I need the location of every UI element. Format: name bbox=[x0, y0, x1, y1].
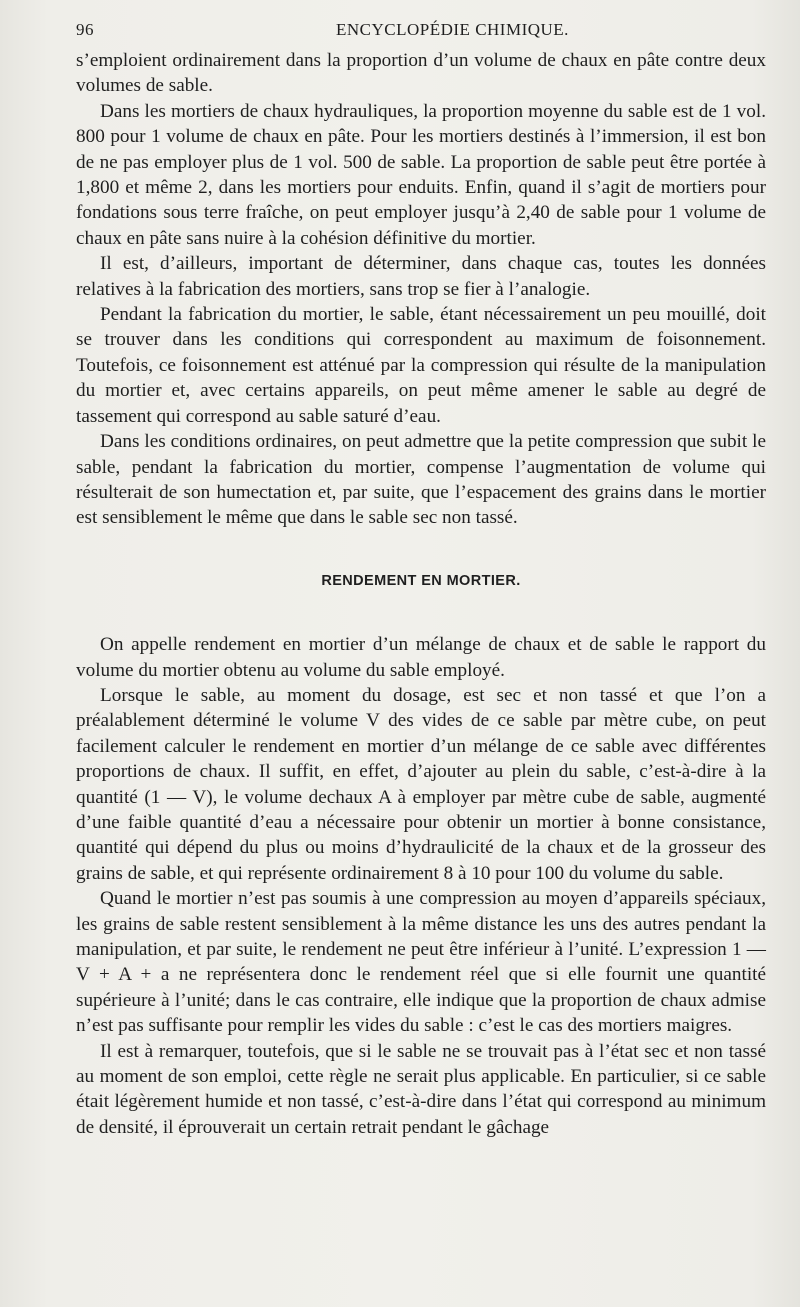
page-number: 96 bbox=[76, 20, 94, 39]
paragraph: s’emploient ordinairement dans la proportion d’un volume de chaux en pâte contre deux volumes de sable. bbox=[76, 50, 766, 97]
running-head: ENCYCLOPÉDIE CHIMIQUE. bbox=[336, 20, 569, 39]
paragraph: On appelle rendement en mortier d’un mélange de chaux et de sable le rapport du volume du mortier obtenu au volume du sable employé. bbox=[76, 634, 766, 681]
paragraph: Pendant la fabrication du mortier, le sable, étant nécessairement un peu mouillé, doit se trouver dans les conditions qui correspondent au maximum de foisonnement. Toutefois, ce foisonnement est atténué par la compression qui résulte de la manipulation du mortier et, avec certains appareils, on peut même amener le sable au degré de tassement qui correspond au sable saturé d’eau. bbox=[76, 304, 766, 427]
paragraph: Quand le mortier n’est pas soumis à une compression au moyen d’appareils spéciaux, les grains de sable restent sensiblement à la même distance les uns des autres pendant la manipulation, et par suite, le rendement ne peut être inférieur à l’unité. L’expression 1 — V + A + a ne représentera donc le rendement réel que si elle fournit une quantité supérieure à l’unité; dans le cas contraire, elle indique que la proportion de chaux admise n’est pas suffisante pour remplir les vides du sable : c’est le cas des mortiers maigres. bbox=[76, 888, 766, 1037]
section-heading: RENDEMENT EN MORTIER. bbox=[321, 572, 521, 589]
paragraph: Dans les mortiers de chaux hydrauliques, la proportion moyenne du sable est de 1 vol. 800 pour 1 volume de chaux en pâte. Pour les mortiers destinés à l’immersion, il est bon de ne pas employer plus de 1 vol. 500 de sable. La proportion de sable peut être portée à 1,800 et même 2, dans les mortiers pour enduits. Enfin, quand il s’agit de mortiers pour fondations sous terre fraîche, on peut employer jusqu’à 2,40 de sable pour 1 volume de chaux en pâte sans nuire à la cohésion définitive du mortier. bbox=[76, 100, 766, 249]
page-header bbox=[76, 20, 766, 48]
paragraph: Lorsque le sable, au moment du dosage, est sec et non tassé et que l’on a préalablement déterminé le volume V des vides de ce sable par mètre cube, on peut facilement calculer le rendement en mortier d’un mélange de ce sable avec différentes proportions de chaux. Il suffit, en effet, d’ajouter au plein du sable, c’est-à-dire à la quantité (1 — V), le volume dechaux A à employer par mètre cube de sable, augmenté d’une faible quantité d’eau a nécessaire pour obtenir un mortier à bonne consistance, quantité qui dépend du plus ou moins d’hydraulicité de la chaux et de la grosseur des grains de sable, et qui représente ordinairement 8 à 10 pour 100 du volume du sable. bbox=[76, 684, 766, 884]
paragraph: Il est, d’ailleurs, important de déterminer, dans chaque cas, toutes les données relatives à la fabrication des mortiers, sans trop se fier à l’analogie. bbox=[76, 253, 766, 300]
body-text bbox=[76, 48, 766, 1140]
paragraph: Dans les conditions ordinaires, on peut admettre que la petite compression que subit le sable, pendant la fabrication du mortier, compense l’augmentation de volume qui résulterait de son humectation et, par suite, que l’espacement des grains dans le mortier est sensiblement le même que dans le sable sec non tassé. bbox=[76, 431, 766, 529]
paragraph: Il est à remarquer, toutefois, que si le sable ne se trouvait pas à l’état sec et non tassé au moment de son emploi, cette règle ne serait plus applicable. En particulier, si ce sable était légèrement humide et non tassé, c’est-à-dire dans l’état qui correspond au minimum de densité, il éprouverait un certain retrait pendant le gâchage bbox=[76, 1040, 766, 1138]
